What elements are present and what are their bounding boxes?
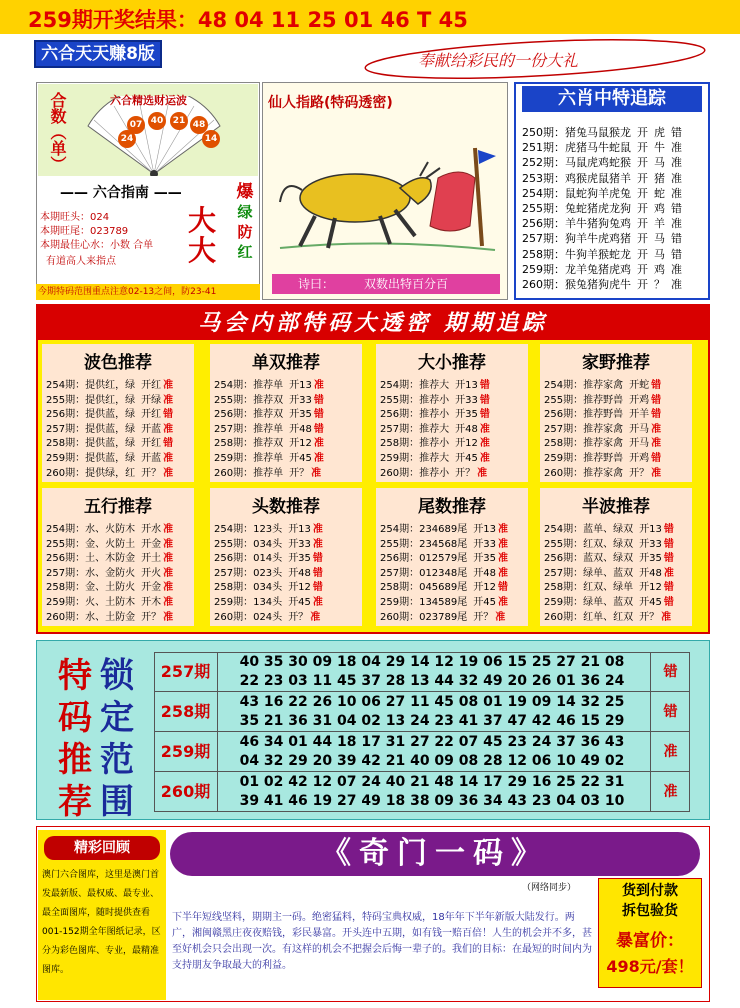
review-text: 澳门六合图库，这里是澳门首发最新版、最权威、最专业、最全面图库，随时提供查看001-152期全年图纸记录，区分为彩色图库、专业，最精准图库。	[42, 870, 161, 975]
card-title: 半波推荐	[582, 497, 650, 517]
lock-row	[154, 652, 690, 692]
zodiac-row: 252期：马鼠虎鸡蛇猴 开 马 准	[522, 156, 682, 170]
lock-right-char: 定	[100, 698, 134, 738]
recommend-card	[540, 344, 692, 482]
heshu-label: 合数（单）	[48, 92, 67, 172]
guide-line: 本期最佳心水：小数 合单	[40, 240, 154, 251]
draw-result-title: 259期开奖结果：48 04 11 25 01 46 T 45	[28, 8, 468, 32]
lock-left-char: 推	[58, 740, 92, 780]
price-line: 暴富价：	[616, 931, 684, 951]
card-row: 260期：红单、红双 开？ 准	[544, 611, 672, 623]
card-row: 259期：推荐单 开45 准	[214, 453, 324, 464]
card-row: 255期：红双、绿双 开33 错	[544, 538, 674, 550]
card-row: 257期：023头 开48 错	[214, 567, 323, 579]
card-row: 257期：提供蓝，绿 开蓝 准	[46, 423, 174, 435]
card-row: 260期：推荐家禽 开？ 准	[544, 467, 662, 479]
price-value: 498元/套！	[606, 957, 694, 976]
card-row: 254期：推荐家禽 开蛇 错	[544, 380, 662, 391]
card-row: 260期：推荐单 开？ 准	[214, 467, 322, 479]
lock-right-char: 范	[100, 740, 134, 780]
card-row: 255期：推荐双 开33 错	[214, 394, 324, 406]
card-row: 256期：蓝双、绿双 开35 错	[544, 553, 674, 565]
card-row: 255期：推荐小 开33 错	[380, 394, 490, 406]
zodiac-row: 255期：兔蛇猪虎龙狗 开 鸡 错	[522, 202, 682, 215]
card-title: 尾数推荐	[418, 497, 486, 517]
lock-result: 准	[650, 732, 690, 772]
lock-right-char: 围	[100, 782, 134, 822]
qimen-title: 《奇门一码》	[321, 836, 549, 871]
card-row: 259期：134头 开45 准	[214, 597, 323, 608]
lock-numbers: 35 21 36 31 04 02 13 24 23 41 37 47 42 46 15 29	[239, 713, 625, 729]
card-row: 260期：023789尾 开？ 准	[380, 611, 506, 623]
zodiac-row: 257期：狗羊牛虎鸡猪 开 马 错	[522, 232, 682, 246]
card-title: 家野推荐	[582, 353, 650, 373]
card-row: 258期：红双、绿单 开12 错	[544, 582, 674, 594]
card-row: 254期：蓝单、绿双 开13 错	[544, 524, 674, 535]
lock-result: 错	[650, 652, 690, 692]
lock-numbers: 40 35 30 09 18 04 29 14 12 19 06 15 25 27 21 08	[239, 654, 625, 670]
lock-result: 准	[650, 772, 690, 812]
lock-row	[154, 772, 690, 812]
guide-title: —— 六合指南 ——	[60, 185, 182, 201]
card-row: 256期：推荐双 开35 错	[214, 409, 324, 421]
card-row: 257期：推荐大 开48 准	[380, 423, 490, 435]
lock-result: 错	[650, 692, 690, 732]
zodiac-row: 250期：猪兔马鼠猴龙 开 虎 错	[522, 126, 682, 139]
recommend-card	[210, 488, 362, 626]
lock-left-char: 特	[58, 656, 92, 696]
card-row: 257期：012348尾 开48 准	[380, 567, 508, 579]
guide-note: 今期特码范围重点注意02-13之间，防23-41	[36, 284, 260, 300]
card-title: 头数推荐	[252, 497, 320, 517]
card-row: 259期：绿单、蓝双 开45 错	[544, 597, 674, 608]
secret-banner-text: 马会内部特码大透密 期期追踪	[198, 310, 548, 336]
lock-numbers: 22 23 03 11 45 37 28 13 44 32 49 20 26 01 36 24	[239, 673, 625, 689]
card-row: 256期：提供蓝，绿 开红 错	[46, 409, 174, 421]
lock-period: 258期	[154, 692, 218, 732]
fan-title: 六合精选财运波	[110, 94, 187, 107]
lock-row	[154, 692, 690, 732]
lock-row	[154, 732, 690, 772]
card-row: 258期：金、土防火 开金 准	[46, 582, 174, 594]
zodiac-row: 253期：鸡猴虎鼠猪羊 开 猪 准	[522, 171, 682, 185]
card-row: 257期：推荐单 开48 错	[214, 423, 324, 435]
card-row: 255期：推荐野兽 开鸡 错	[544, 394, 662, 406]
lock-numbers: 39 41 46 19 27 49 18 38 09 36 34 43 23 04 03 10	[239, 793, 625, 809]
bull-illustration-icon	[270, 118, 502, 268]
zodiac-row: 260期：猴兔猪狗虎牛 开 ？ 准	[522, 278, 682, 291]
card-row: 254期：推荐单 开13 准	[214, 380, 324, 391]
card-row: 258期：推荐小 开12 准	[380, 438, 490, 450]
fan-number: 14	[202, 130, 220, 148]
guide-line: 本期旺尾：023789	[40, 226, 129, 237]
card-row: 254期：234689尾 开13 准	[380, 524, 508, 535]
guide-title-text: 六合指南	[92, 185, 149, 201]
price-line: 货到付款	[622, 883, 678, 899]
card-row: 255期：金、火防土 开金 准	[46, 538, 174, 550]
card-row: 260期：水、土防金 开？ 准	[46, 611, 174, 623]
card-row: 258期：提供蓝，绿 开红 错	[46, 438, 174, 450]
card-row: 258期：推荐家禽 开马 准	[544, 438, 662, 450]
card-row: 258期：推荐双 开12 准	[214, 438, 324, 450]
fan-number: 24	[118, 130, 136, 148]
card-title: 大小推荐	[418, 353, 486, 373]
card-row: 255期：034头 开33 准	[214, 538, 323, 550]
zodiac-title: 六肖中特追踪	[522, 86, 702, 112]
guide-line: 有道高人来指点	[46, 256, 116, 267]
recommend-card	[42, 488, 194, 626]
card-row: 260期：提供绿，红 开？ 准	[46, 467, 174, 479]
recommend-card	[376, 488, 528, 626]
card-row: 257期：推荐家禽 开马 准	[544, 423, 662, 435]
immortal-title: 仙人指路(特码透密)	[268, 95, 393, 111]
recommend-card	[376, 344, 528, 482]
card-title: 五行推荐	[84, 497, 152, 517]
card-title: 波色推荐	[84, 353, 152, 373]
lock-numbers: 04 32 29 20 39 42 21 40 09 08 28 12 06 10 49 02	[239, 753, 625, 769]
card-row: 256期：014头 开35 错	[214, 553, 323, 565]
card-row: 259期：134589尾 开45 准	[380, 597, 508, 608]
card-row: 254期：123头 开13 准	[214, 524, 323, 535]
zodiac-row: 254期：鼠蛇狗羊虎兔 开 蛇 准	[522, 186, 682, 200]
slogan-text: 奉献给彩民的一份大礼	[418, 51, 579, 70]
card-row: 255期：提供红，绿 开绿 准	[46, 394, 174, 406]
fan-number: 07	[127, 116, 145, 134]
review-title: 精彩回顾	[44, 836, 160, 860]
zodiac-row: 251期：虎猪马牛蛇鼠 开 牛 准	[522, 141, 682, 155]
immortal-poem: 诗曰： 双数出特百分百	[272, 274, 500, 294]
zodiac-row: 259期：龙羊兔猪虎鸡 开 鸡 准	[522, 262, 682, 276]
card-row: 257期：水、金防火 开火 准	[46, 567, 174, 579]
lock-period: 259期	[154, 732, 218, 772]
brand-label: 六合天天赚8版	[34, 40, 162, 68]
net-sync-label: （网络同步）	[522, 883, 577, 893]
card-row: 256期：推荐野兽 开羊 错	[544, 409, 662, 421]
card-row: 259期：推荐大 开45 准	[380, 453, 490, 464]
card-row: 255期：234568尾 开33 准	[380, 538, 508, 550]
fan-number: 21	[170, 112, 188, 130]
price-line: 拆包验货	[622, 903, 678, 919]
card-row: 258期：034头 开12 错	[214, 582, 323, 594]
lock-numbers: 43 16 22 26 10 06 27 11 45 08 01 19 09 14 32 25	[239, 694, 625, 710]
side-chars: 爆 绿 防 红	[236, 182, 254, 261]
recommend-card	[42, 344, 194, 482]
card-row: 254期：推荐大 开13 错	[380, 380, 490, 391]
card-row: 260期：024头 开？ 准	[214, 611, 321, 623]
card-row: 254期：水、火防木 开水 准	[46, 524, 174, 535]
lock-period: 257期	[154, 652, 218, 692]
lock-left-char: 码	[58, 698, 92, 738]
recommend-card	[540, 488, 692, 626]
big-char: 大 大	[188, 204, 217, 267]
lock-numbers: 01 02 42 12 07 24 40 21 48 14 17 29 16 25 22 31	[239, 774, 625, 790]
lock-period: 260期	[154, 772, 218, 812]
card-row: 258期：045689尾 开12 错	[380, 582, 508, 594]
qimen-text: 下半年短线坚料，期期主一码。绝密猛料，特码宝典权威，18年年下半年新版大陆发行。两广，湘闽赣黑庄夜夜赔钱，彩民暴富。开头连中五期，如有钱一赔百倍！人生的机会并不多，甚至好机会只会出现一次。有这样的机会不把握会后悔一辈子的。我们的目标：在最短的时间内为支持朋友争取最大的利益。	[172, 912, 592, 971]
recommend-card	[210, 344, 362, 482]
fan-number: 40	[148, 112, 166, 130]
card-row: 256期：012579尾 开35 准	[380, 553, 508, 565]
card-row: 256期：土、木防金 开土 准	[46, 553, 174, 565]
card-row: 260期：推荐小 开？ 准	[380, 467, 488, 479]
card-row: 259期：提供蓝，绿 开蓝 准	[46, 453, 174, 464]
card-row: 259期：推荐野兽 开鸡 错	[544, 453, 662, 464]
card-row: 257期：绿单、蓝双 开48 准	[544, 567, 674, 579]
lock-right-char: 锁	[100, 656, 134, 696]
fan-number: 48	[190, 116, 208, 134]
zodiac-row: 258期：牛狗羊猴蛇龙 开 马 错	[522, 247, 682, 261]
card-title: 单双推荐	[252, 353, 320, 373]
lock-left-char: 荐	[58, 782, 92, 822]
card-row: 256期：推荐小 开35 错	[380, 409, 490, 421]
card-row: 254期：提供红，绿 开红 准	[46, 380, 174, 391]
card-row: 259期：火、土防木 开木 准	[46, 597, 174, 608]
zodiac-row: 256期：羊牛猪狗兔鸡 开 羊 准	[522, 217, 682, 231]
guide-line: 本期旺头：024	[40, 212, 110, 223]
lock-numbers: 46 34 01 44 18 17 31 27 22 07 45 23 24 37 36 43	[239, 734, 625, 750]
